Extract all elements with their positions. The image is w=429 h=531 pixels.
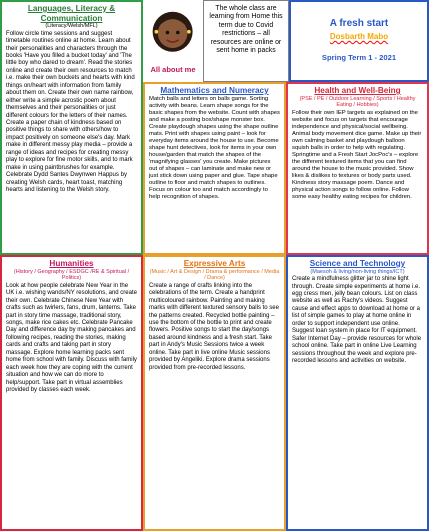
science-subheading: (Maesoh & living/non-living things/ICT): [310, 268, 405, 275]
avatar-caption: All about me: [150, 65, 196, 74]
arts-panel: [143, 255, 286, 531]
notice-panel: [203, 0, 289, 82]
avatar-panel: [143, 0, 203, 82]
term-label: Spring Term 1 - 2021: [321, 53, 397, 62]
literacy-heading: Languages, Literacy & Communication: [27, 4, 116, 23]
title-panel: [289, 0, 429, 82]
humanities-subheading: (History / Geography / ESDGC /RE & Spiritual / Politics): [13, 268, 130, 282]
literacy-body: Follow circle time sessions and suggest timetable routines online at home. Learn about their personalities and characters through the books 'Have you filled a bucket today' and 'The little boy who dared to dream'. Read the stories online and create their own resources to match i.e. make their own buckets and hearts with kind things on/heart with information from family about them on. Create their own name rainbow, either write a simple acrostic poem about themselves and their personalities or just different colours for the letters of their names. Create a paper chain of kindness based on positive things to share with others/how to impact positively on someone else's day. Mark make in different messy play media – provide a range of ideas and recipes for creating messy play to explore for fine motor skills, and to mark make in using paintbrushes for example. Celebrate Dydd Santes Dwynwen Happus by creating Welsh cards, heart toast, matching hearts and listening to the Welsh story.: [6, 30, 135, 194]
science-body: Create a mindfulness glitter jar to shine light through. Create simple experiments at home i.e. egg cress men, jelly bean colours. List on class website as well as Rachy's videos. Suggest cause and effect apps to download at home or a list of simple games to play at home online in order to support independent use online. Suggest loan system in place for IT equipment. Safer Internet Day – provide resources for whole school online. Take part in online Live Learning sessions throughout the week and explore pre-recorded lessons and activities on website.: [292, 276, 422, 365]
health-body: Follow their own IEP targets as explained on the website and focus on targets that encourage independence and physical/social wellbeing. Animal body movement dice game. Make up their own calming basket and playdough balloon squish balls in order to help with regulating. Springtime and a Fresh Start JocPoc's – explore the different textured items that you can find around the house to the music provided. Show likes & dislikes to textures or body parts used. Kindness story massage poem. Dance and physical action songs to follow online. Follow some easy healthy eating recipes for children.: [292, 109, 422, 201]
literacy-panel: [0, 0, 143, 255]
title-line1: A fresh start: [329, 18, 389, 29]
health-subheading: (PSE / PE / Outdoor Learning / Sports / Healthy Eating / Hobbies): [299, 95, 416, 109]
arts-subheading: (Music / Art & Design / Drama & performance / Media / Dance): [149, 268, 280, 282]
humanities-panel: [0, 255, 143, 531]
child-avatar-icon: [143, 0, 203, 62]
health-panel: [286, 82, 429, 255]
maths-body: Match balls and letters on balls game. Sorting activity with beans. Learn shape songs for the basic shapes from the website. Count with shapes and make a posting box/shape monster box. Create playdough shapes using the shape outline mats. Print with shapes using paint – look for everyday items around the house to use. Become shape hunt detectives, look for items in your own house/garden that match the shapes of the 'magnifying glasses' you create. Make pictures out of shapes – can laminate and make new or just stick down using paper and glue. Tape shape outline to floor and match shapes to outlines. Focus on colour too and match accordingly to help recognition of shapes.: [149, 95, 280, 201]
maths-panel: [143, 82, 286, 255]
science-panel: [286, 255, 429, 531]
maths-heading: Mathematics and Numeracy: [160, 86, 269, 95]
notice-text: The whole class are learning from Home this term due to Covid restrictions – all resources are online or sent home in packs: [209, 5, 283, 55]
humanities-heading: Humanities: [49, 259, 94, 268]
health-heading: Health and Well-Being: [314, 86, 401, 95]
arts-heading: Expressive Arts: [183, 259, 246, 268]
literacy-subheading: (Literacy/Welsh/MFL): [45, 23, 98, 29]
humanities-body: Look at how people celebrate New Year in the UK i.e. wishing wands/NY resolutions, and create their own. Celebrate Chinese New Year with crafts such as twirlers, fans, drum, lanterns. Take part in story time massage, traditional story, songs, make rice cakes etc. Celebrate Pancake Day and difference day by making pancakes and following recipes, reading the stories, making cards and crafts and taking part in story massage. Explore home learning packs sent home from school with family. Discuss with family each week how they are coping with the current situation and how we can do more to help/support. Take part in virtual assemblies provided by classes each week.: [6, 282, 137, 394]
science-heading: Science and Technology: [309, 259, 406, 268]
class-name: Dosbarth Mabo: [329, 32, 389, 41]
arts-body: Create a range of crafts linking into the celebrations of the term. Create a handprint multicoloured rainbow. Painting and making marks with different textured sensory balls to see the patterns created. Recycled bottle painting – use the bottom of the bottle to print and create flowers. Positive songs to start the day/songs based around kindness and a fresh start. Take part in Andy's Music Sessions twice a week online. Take part in live online Music sessions provided by Angeliki. Explore drama sessions provided from pre-recorded lessons.: [149, 282, 279, 371]
